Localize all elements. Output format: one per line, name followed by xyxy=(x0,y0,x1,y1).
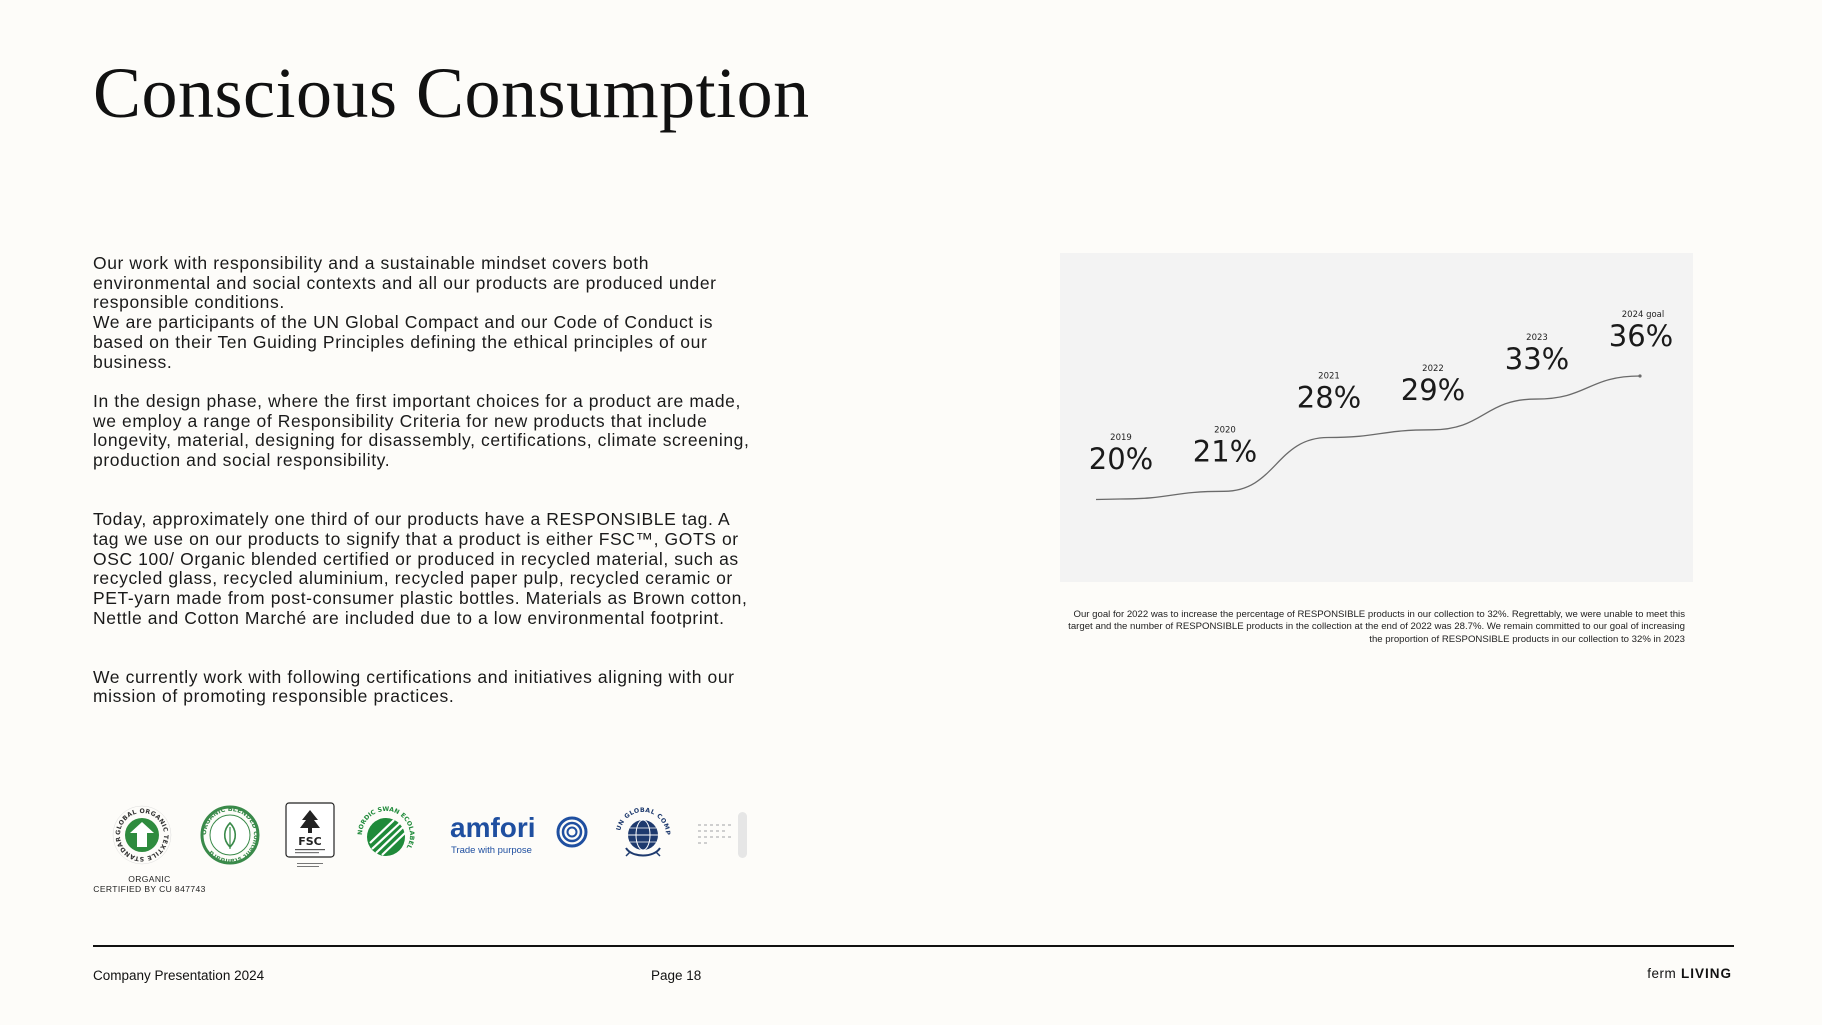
brand-part1: ferm xyxy=(1647,966,1677,981)
ungc-ring-text: UN GLOBAL COMP xyxy=(615,806,672,836)
gots-logo xyxy=(112,805,172,865)
series-end-point xyxy=(1638,374,1641,377)
series-line xyxy=(1096,376,1640,500)
nordic-swan-logo xyxy=(356,805,416,865)
ocs-emblem xyxy=(200,805,260,865)
paragraph-design-phase: In the design phase, where the first important choices for a product are made, we employ a range of Responsibility Criteria for new products that include longevity, material, designing for disassembly, certifications, climate screening, production and social responsibility. xyxy=(93,390,750,471)
fsc-label: FSC xyxy=(298,835,322,848)
chart-footnote: Our goal for 2022 was to increase the percentage of RESPONSIBLE products in our collection to 32%. Regrettably, we were unable to meet this target and the number of RESPONSIBLE products in the collection at the end of 2022 was 28.7%. We remain committed to our goal of increasing the proportion of RESPONSIBLE products in our collection to 32% in 2023 xyxy=(1068,609,1685,645)
x-tick-label: 2024 goal xyxy=(1621,310,1665,320)
swan-ring-text: NORDIC SWAN ECOLABEL xyxy=(356,805,416,850)
value-label: 21% xyxy=(1192,434,1258,469)
value-label: 29% xyxy=(1400,372,1466,407)
gots-emblem xyxy=(112,805,172,865)
paragraph-un-global-compact: We are participants of the UN Global Compact and our Code of Conduct is based on their Ten Guiding Principles defining the ethical principles of our business. xyxy=(93,312,714,372)
x-tick-label: 2021 xyxy=(1318,371,1340,382)
x-tick-label: 2022 xyxy=(1422,363,1444,374)
x-tick-label: 2023 xyxy=(1526,333,1548,344)
un-global-compact-logo xyxy=(612,804,674,866)
value-label: 33% xyxy=(1504,342,1570,377)
certification-logos xyxy=(92,802,772,902)
x-tick-label: 2019 xyxy=(1110,433,1132,443)
ocs-logo xyxy=(200,805,260,865)
fsc-logo xyxy=(285,802,337,876)
fsc-emblem xyxy=(285,802,337,876)
amfori-mark-icon xyxy=(556,816,588,848)
value-label: 28% xyxy=(1296,380,1362,415)
paragraph-responsibility: Our work with responsibility and a sustainable mindset covers both environmental and social contexts and all our products are produced under responsible conditions. xyxy=(93,253,717,313)
page-title: Conscious Consumption xyxy=(93,53,810,133)
amfori-tagline: Trade with purpose xyxy=(451,845,532,856)
paragraph-certifications: We currently work with following certifications and initiatives aligning with our mission of promoting responsible practices. xyxy=(93,666,735,707)
footer-divider xyxy=(93,945,1734,947)
footer-presentation-title: Company Presentation 2024 xyxy=(93,968,265,983)
ocs-ring-text: ORGANIC BLENDED content standard xyxy=(200,805,260,865)
brand-part2: LIVING xyxy=(1680,966,1732,981)
gots-caption xyxy=(92,874,207,894)
brand-logo xyxy=(1647,966,1732,981)
footer-page-number: Page 18 xyxy=(651,968,702,983)
responsible-share-chart xyxy=(1060,253,1693,582)
amfori-name: amfori xyxy=(450,812,536,843)
value-label: 20% xyxy=(1088,442,1154,476)
gots-ring-text: GLOBAL ORGANIC TEXTILE STANDAR xyxy=(114,807,170,863)
gots-caption-line1: ORGANIC xyxy=(128,874,171,884)
amfori-logo xyxy=(450,814,595,854)
chart-canvas xyxy=(1060,253,1693,582)
value-label: 36% xyxy=(1608,319,1674,353)
faded-logo-mark xyxy=(696,810,752,860)
ungc-emblem xyxy=(612,804,674,866)
paragraph-responsible-tag: Today, approximately one third of our products have a RESPONSIBLE tag. A tag we use on our products to signify that a product is either FSC™, GOTS or OSC 100/ Organic blended certified or produced in recycled material, such as recycled glass, recycled aluminium, recycled paper pulp, recycled ceramic or PET-yarn made from post-consumer plastic bottles. Materials as Brown cotton, Nettle and Cotton Marché are included due to a low environmental footprint. xyxy=(93,509,748,628)
x-tick-label: 2020 xyxy=(1214,425,1236,436)
faded-logo xyxy=(696,810,752,860)
nordic-swan-emblem xyxy=(356,805,416,865)
gots-caption-line2: CERTIFIED BY CU 847743 xyxy=(93,884,206,894)
body-text xyxy=(93,254,753,707)
